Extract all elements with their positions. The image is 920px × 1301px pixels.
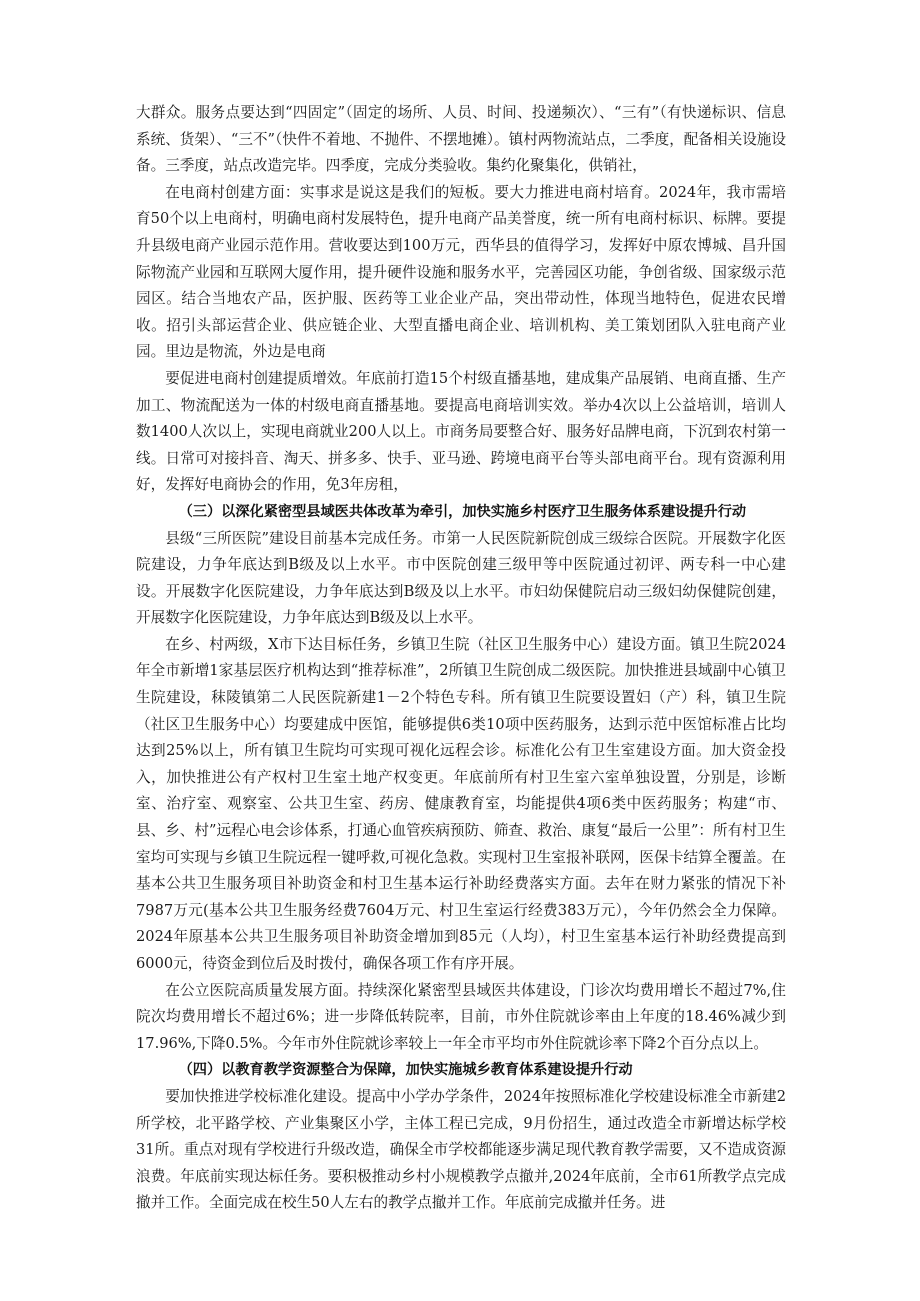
- paragraph-county-hospitals: 县级“三所医院”建设目前基本完成任务。市第一人民医院新院创成三级综合医院。开展数字化医院建设，力争年底达到B级及以上水平。市中医院创建三级甲等中医院通过初评、两专科一中心建设。开展数字化医院建设，力争年底达到B级及以上水平。市妇幼保健院启动三级妇幼保健院创建，开展数字化医院建设，力争年底达到B级及以上水平。: [136, 529, 786, 627]
- paragraph-ecommerce-village-creation: 在电商村创建方面：实事求是说这是我们的短板。要大力推进电商村培育。2024年，我市需培育50个以上电商村，明确电商村发展特色，提升电商产品美誉度，统一所有电商村标识、标牌。要提升县级电商产业园示范作用。营收要达到100万元，西华县的值得学习，发挥好中原农博城、昌升国际物流产业园和互联网大厦作用，提升硬件设施和服务水平，完善园区功能，争创省级、国家级示范园区。结合当地农产品，医护服、医药等工业企业产品，突出带动性，体现当地特色，促进农民增收。招引头部运营企业、供应链企业、大型直播电商企业、培训机构、美工策划团队入驻电商产业园。里边是物流，外边是电商: [136, 183, 786, 361]
- paragraph-public-hospital-development: 在公立医院高质量发展方面。持续深化紧密型县域医共体建设，门诊次均费用增长不超过7%,住院次均费用增长不超过6%；进一步降低转院率，目前，市外住院就诊率由上年度的18.46%减少到17.96%,下降0.5%。今年市外住院就诊率较上一年全市平均市外住院就诊率下降2个百分点以上。: [136, 981, 786, 1052]
- document-body: [136, 100, 786, 1217]
- paragraph-ecommerce-quality: 要促进电商村创建提质增效。年底前打造15个村级直播基地，建成集产品展销、电商直播、生产加工、物流配送为一体的村级电商直播基地。要提高电商培训实效。举办4次以上公益培训，培训人数1400人次以上，实现电商就业200人以上。市商务局要整合好、服务好品牌电商，下沉到农村第一线。日常可对接抖音、淘天、拼多多、快手、亚马逊、跨境电商平台等头部电商平台。现有资源利用好，发挥好电商协会的作用，免3年房租，: [136, 369, 786, 494]
- paragraph-school-standardization: 要加快推进学校标准化建设。提高中小学办学条件，2024年按照标准化学校建设标准全市新建2所学校，北平路学校、产业集聚区小学，主体工程已完成，9月份招生，通过改造全市新增达标学校31所。重点对现有学校进行升级改造，确保全市学校都能逐步满足现代教育教学需要，又不造成资源浪费。年底前实现达标任务。要积极推动乡村小规模教学点撤并,2024年底前，全市61所教学点完成撤并工作。全面完成在校生50人左右的教学点撤并工作。年底前完成撤并任务。进: [136, 1087, 786, 1212]
- paragraph-town-village-health: 在乡、村两级，X市下达目标任务，乡镇卫生院（社区卫生服务中心）建设方面。镇卫生院2024年全市新增1家基层医疗机构达到“推荐标准”，2所镇卫生院创成二级医院。加快推进县域副中心镇卫生院建设，秣陵镇第二人民医院新建1－2个特色专科。所有镇卫生院要设置妇（产）科，镇卫生院（社区卫生服务中心）均要建成中医馆，能够提供6类10项中医药服务，达到示范中医馆标准占比均达到25%以上，所有镇卫生院均可实现可视化远程会诊。标准化公有卫生室建设方面。加大资金投入，加快推进公有产权村卫生室土地产权变更。年底前所有村卫生室六室单独设置，分别是，诊断室、治疗室、观察室、公共卫生室、药房、健康教育室，均能提供4项6类中医药服务；构建“市、县、乡、村”远程心电会诊体系，打通心血管疾病预防、筛查、救治、康复“最后一公里”：所有村卫生室均可实现与乡镇卫生院远程一键呼救,可视化急救。实现村卫生室报补联网，医保卡结算全覆盖。在基本公共卫生服务项目补助资金和村卫生基本运行补助经费落实方面。去年在财力紧张的情况下补7987万元(基本公共卫生服务经费7604万元、村卫生室运行经费383万元），今年仍然会全力保障。2024年原基本公共卫生服务项目补助资金增加到85元（人均），村卫生室基本运行补助经费提高到6000元，待资金到位后及时拨付，确保各项工作有序开展。: [136, 635, 786, 972]
- section-heading-four: （四）以教育教学资源整合为保障，加快实施城乡教育体系建设提升行动: [178, 1062, 633, 1079]
- section-heading-three: （三）以深化紧密型县域医共体改革为牵引，加快实施乡村医疗卫生服务体系建设提升行动: [178, 503, 747, 520]
- paragraph-logistics-points: 大群众。服务点要达到“四固定”（固定的场所、人员、时间、投递频次）、“三有”（有快递标识、信息系统、货架）、“三不”（快件不着地、不抛件、不摆地摊）。镇村两物流站点，二季度，配备相关设施设备。三季度，站点改造完毕。四季度，完成分类验收。集约化聚集化，供销社，: [136, 104, 786, 175]
